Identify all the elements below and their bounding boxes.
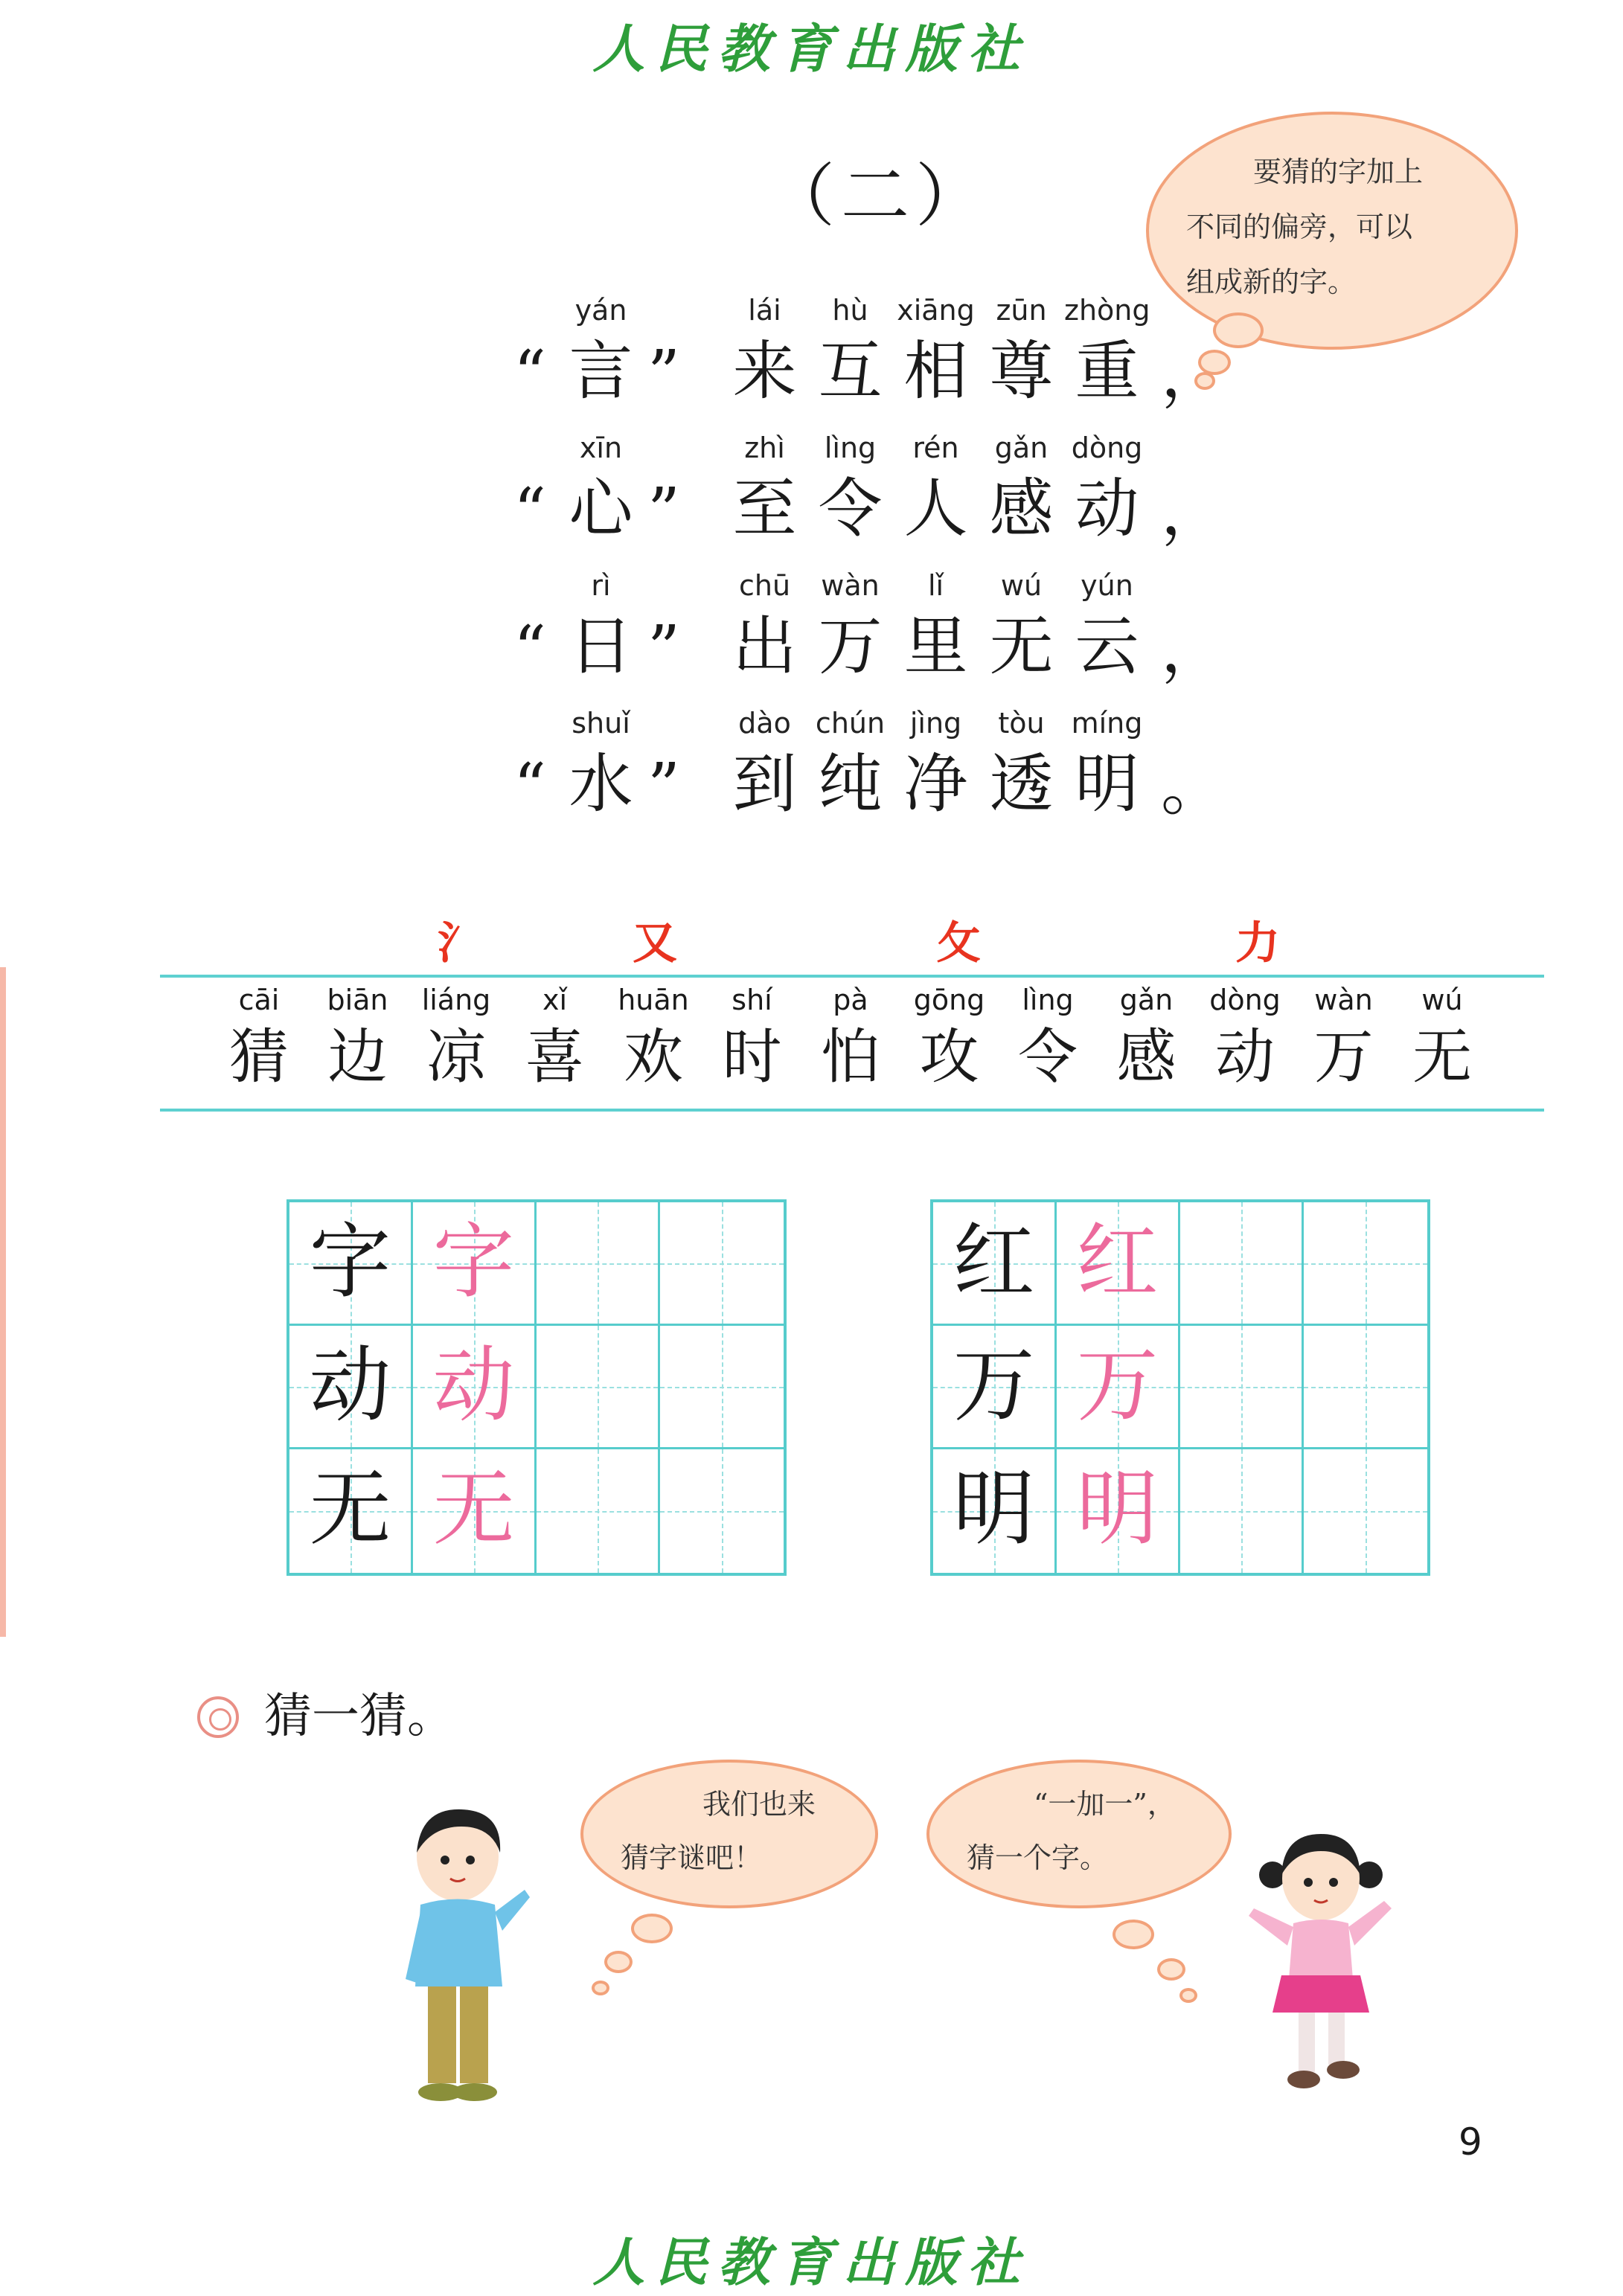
grid-cell — [289, 1202, 413, 1326]
grid-cell — [660, 1326, 784, 1449]
poem-character — [807, 432, 893, 545]
hanzi: 攻 — [919, 1022, 979, 1091]
pinyin: rì — [591, 569, 611, 602]
grid-guide — [1180, 1263, 1302, 1265]
hanzi: 凉 — [426, 1022, 486, 1091]
pinyin: zhòng — [1064, 294, 1150, 327]
hanzi: 怕 — [821, 1022, 880, 1091]
divider-top — [160, 975, 1544, 978]
speech-line: “一加一”， — [1034, 1788, 1176, 1821]
grid-guide — [660, 1511, 784, 1513]
new-character — [1197, 984, 1293, 1089]
poem-character — [807, 569, 893, 682]
hanzi: 来 — [732, 334, 797, 408]
radical-mark: 氵 — [438, 917, 482, 969]
new-character — [1098, 984, 1195, 1089]
poem-character — [1064, 569, 1150, 682]
model-character: 动 — [309, 1338, 391, 1433]
pinyin: xīn — [579, 432, 623, 464]
thought-dot — [604, 1951, 633, 1973]
writing-grid — [286, 1199, 787, 1576]
trace-character: 明 — [1076, 1461, 1159, 1556]
open-quote: “ — [513, 475, 546, 549]
grid-cell — [537, 1202, 660, 1326]
punctuation: ， — [1161, 612, 1225, 687]
grid-cell — [1180, 1326, 1304, 1449]
pinyin: lìng — [1022, 984, 1074, 1016]
activity-label: 猜一猜。 — [264, 1689, 455, 1744]
poem-character — [893, 569, 979, 682]
pinyin: liáng — [421, 984, 491, 1016]
pinyin: dào — [738, 707, 791, 740]
pinyin: dòng — [1209, 984, 1281, 1016]
pinyin: gōng — [913, 984, 985, 1016]
speech-line: 猜字谜吧！ — [621, 1841, 763, 1874]
pinyin: huān — [618, 984, 689, 1016]
grid-guide — [537, 1387, 658, 1388]
poem-character — [979, 569, 1064, 682]
trace-character: 无 — [432, 1461, 515, 1556]
hanzi: 重 — [1075, 334, 1139, 408]
grid-cell — [933, 1202, 1057, 1326]
poem-character — [1064, 432, 1150, 545]
pinyin: pà — [833, 984, 868, 1016]
hanzi: 明 — [1075, 747, 1139, 821]
thought-dot — [592, 1981, 609, 1995]
grid-cell — [413, 1449, 537, 1573]
hanzi: 无 — [989, 609, 1054, 684]
thought-dot — [1113, 1920, 1154, 1949]
hanzi: 感 — [1116, 1022, 1177, 1091]
trace-character: 字 — [432, 1214, 515, 1309]
pinyin: cāi — [238, 984, 280, 1016]
grid-guide — [1304, 1263, 1427, 1265]
pinyin: hù — [832, 294, 868, 327]
trace-character: 万 — [1076, 1338, 1159, 1433]
poem-character — [722, 569, 807, 682]
pinyin: gǎn — [1119, 984, 1174, 1016]
pinyin: shí — [732, 984, 772, 1016]
poem-line — [513, 294, 1228, 428]
poem-character — [807, 707, 893, 820]
pinyin: wàn — [1314, 984, 1373, 1016]
model-character: 红 — [953, 1214, 1035, 1309]
hanzi: 相 — [903, 334, 968, 408]
hanzi: 出 — [732, 609, 797, 684]
hanzi: 令 — [1018, 1022, 1078, 1091]
grid-cell — [413, 1326, 537, 1449]
open-quote: “ — [513, 612, 546, 687]
punctuation: 。 — [1161, 750, 1225, 824]
hanzi: 边 — [327, 1022, 388, 1091]
grid-cell — [537, 1326, 660, 1449]
poem-character — [979, 432, 1064, 545]
hanzi: 水 — [569, 747, 633, 821]
hanzi: 言 — [569, 334, 633, 408]
grid-cell — [289, 1449, 413, 1573]
pinyin: yún — [1081, 569, 1133, 602]
grid-cell — [1180, 1449, 1304, 1573]
grid-cell — [289, 1326, 413, 1449]
grid-cell — [660, 1449, 784, 1573]
hanzi: 时 — [722, 1022, 782, 1091]
new-character — [310, 984, 406, 1089]
new-character — [999, 984, 1096, 1089]
grid-guide — [1180, 1387, 1302, 1388]
poem-character — [979, 294, 1064, 407]
pinyin: xǐ — [542, 984, 568, 1016]
radical-mark: 攵 — [936, 917, 981, 969]
grid-cell — [660, 1202, 784, 1326]
new-character — [1394, 984, 1491, 1089]
thought-dot — [1179, 1988, 1197, 2003]
pinyin: shuǐ — [572, 707, 630, 740]
radical-mark: 又 — [633, 917, 677, 969]
grid-cell — [1057, 1326, 1180, 1449]
boy-illustration — [387, 1800, 536, 2113]
section-title: （二） — [766, 156, 990, 236]
model-character: 无 — [309, 1461, 391, 1556]
thought-dot — [1157, 1958, 1185, 1981]
new-character — [408, 984, 505, 1089]
hanzi: 万 — [818, 609, 883, 684]
divider-bottom — [160, 1109, 1544, 1112]
page-edge-bar — [0, 967, 6, 1637]
quoted-character — [558, 432, 644, 545]
hanzi: 净 — [903, 747, 968, 821]
grid-cell — [1057, 1202, 1180, 1326]
hanzi: 人 — [903, 472, 968, 546]
hint-line: 不同的偏旁，可以 — [1186, 211, 1413, 243]
hanzi: 至 — [732, 472, 797, 546]
close-quote: ” — [647, 337, 680, 411]
hint-line: 组成新的字。 — [1186, 266, 1357, 298]
hanzi: 心 — [569, 472, 633, 546]
hanzi: 感 — [989, 472, 1054, 546]
hanzi: 令 — [818, 472, 883, 546]
close-quote: ” — [647, 750, 680, 824]
poem-character — [1064, 707, 1150, 820]
grid-cell — [413, 1202, 537, 1326]
radical-mark: 力 — [1235, 917, 1280, 969]
trace-character: 红 — [1076, 1214, 1159, 1309]
hanzi: 透 — [989, 747, 1054, 821]
grid-cell — [1304, 1449, 1427, 1573]
hanzi: 无 — [1412, 1022, 1472, 1091]
pinyin: lìng — [824, 432, 877, 464]
pinyin: chū — [738, 569, 791, 602]
poem-character — [807, 294, 893, 407]
pinyin: yán — [574, 294, 627, 327]
pinyin: xiāng — [897, 294, 975, 327]
new-character — [802, 984, 899, 1089]
poem-line — [513, 569, 1228, 703]
poem-character — [722, 294, 807, 407]
pinyin: gǎn — [994, 432, 1049, 464]
poem-character — [722, 707, 807, 820]
hanzi: 云 — [1075, 609, 1139, 684]
quoted-character — [558, 707, 644, 820]
hanzi: 喜 — [525, 1022, 585, 1091]
poem-character — [979, 707, 1064, 820]
poem-character — [893, 707, 979, 820]
close-quote: ” — [647, 475, 680, 549]
punctuation: ， — [1161, 475, 1225, 549]
pinyin: wú — [1000, 569, 1043, 602]
publisher-footer: 人民教育出版社 — [592, 2231, 1031, 2293]
writing-grid — [930, 1199, 1430, 1576]
pinyin: wú — [1421, 984, 1463, 1016]
poem-character — [893, 432, 979, 545]
hanzi: 互 — [818, 334, 883, 408]
poem-line — [513, 432, 1228, 565]
grid-guide — [660, 1387, 784, 1388]
poem-character — [1064, 294, 1150, 407]
pinyin: jìng — [909, 707, 962, 740]
thought-dot — [631, 1914, 673, 1943]
poem-character — [722, 432, 807, 545]
grid-cell — [933, 1449, 1057, 1573]
hanzi: 动 — [1215, 1022, 1275, 1091]
grid-guide — [537, 1511, 658, 1513]
activity-icon — [197, 1696, 239, 1738]
hanzi: 欢 — [624, 1022, 683, 1091]
pinyin: wàn — [821, 569, 880, 602]
pinyin: rén — [912, 432, 959, 464]
grid-guide — [1304, 1387, 1427, 1388]
grid-cell — [1304, 1202, 1427, 1326]
boy-speech-bubble — [580, 1760, 878, 1908]
new-character — [901, 984, 998, 1089]
hanzi: 里 — [903, 609, 968, 684]
punctuation: ， — [1161, 337, 1225, 411]
pinyin: zhì — [744, 432, 785, 464]
model-character: 字 — [309, 1214, 391, 1309]
pinyin: tòu — [998, 707, 1045, 740]
hanzi: 动 — [1075, 472, 1139, 546]
quoted-character — [558, 569, 644, 682]
pinyin: dòng — [1071, 432, 1143, 464]
pinyin: lái — [748, 294, 781, 327]
hanzi: 猜 — [229, 1022, 289, 1091]
new-character — [1296, 984, 1392, 1089]
hint-line: 要猜的字加上 — [1253, 155, 1424, 188]
pinyin: zūn — [996, 294, 1047, 327]
grid-guide — [660, 1263, 784, 1265]
open-quote: “ — [513, 750, 546, 824]
hanzi: 到 — [732, 747, 797, 821]
publisher-header: 人民教育出版社 — [592, 18, 1031, 80]
hanzi: 日 — [569, 609, 633, 684]
open-quote: “ — [513, 337, 546, 411]
grid-cell — [933, 1326, 1057, 1449]
grid-guide — [537, 1263, 658, 1265]
close-quote: ” — [647, 612, 680, 687]
trace-character: 动 — [432, 1338, 515, 1433]
grid-cell — [1057, 1449, 1180, 1573]
hanzi: 万 — [1313, 1022, 1374, 1091]
pinyin: míng — [1071, 707, 1143, 740]
hanzi: 尊 — [989, 334, 1054, 408]
grid-cell — [1304, 1326, 1427, 1449]
pinyin: chún — [815, 707, 886, 740]
page-number: 9 — [1459, 2120, 1482, 2164]
hanzi: 纯 — [818, 747, 883, 821]
model-character: 明 — [953, 1461, 1035, 1556]
model-character: 万 — [953, 1338, 1035, 1433]
poem-line — [513, 707, 1228, 841]
pinyin: lǐ — [927, 569, 944, 602]
pinyin: biān — [327, 984, 388, 1016]
new-character — [211, 984, 307, 1089]
speech-line: 猜一个字。 — [967, 1841, 1109, 1874]
girl-illustration — [1235, 1823, 1406, 2106]
girl-speech-bubble — [926, 1760, 1232, 1908]
speech-line: 我们也来 — [702, 1788, 816, 1821]
grid-cell — [1180, 1202, 1304, 1326]
grid-guide — [1180, 1511, 1302, 1513]
grid-cell — [537, 1449, 660, 1573]
new-character — [605, 984, 702, 1089]
quoted-character — [558, 294, 644, 407]
grid-guide — [1304, 1511, 1427, 1513]
new-character — [704, 984, 801, 1089]
new-character — [507, 984, 604, 1089]
poem-character — [893, 294, 979, 407]
